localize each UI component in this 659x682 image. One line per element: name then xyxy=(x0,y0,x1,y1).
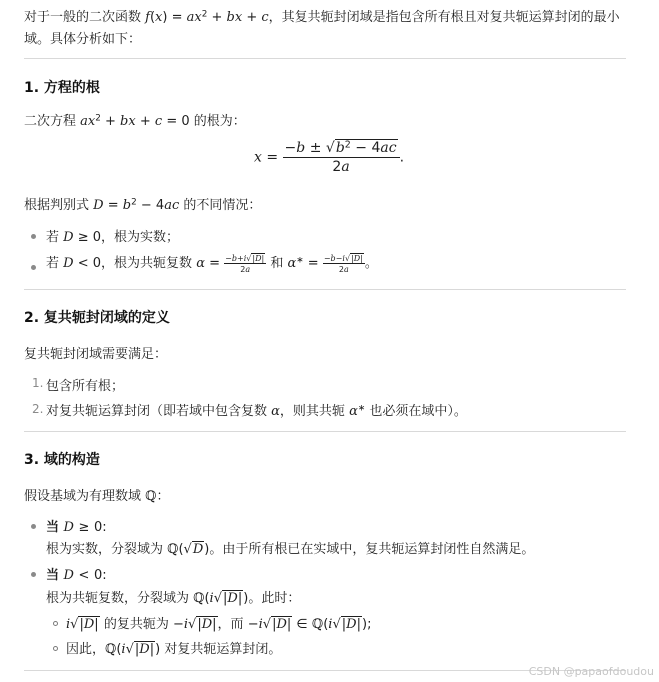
base-field-intro: 假设基域为有理数域 ℚ： xyxy=(24,489,170,504)
case-d-negative-label: 当 D < 0: xyxy=(46,568,107,583)
conjugate-statement: i√|D| 的复共轭为 −i√|D|，而 −i√|D| ∈ ℚ(i√|D|); xyxy=(66,617,372,632)
case-d-nonnegative-desc: 根为实数，分裂域为 ℚ(√D)。由于所有根已在实域中，复共轭运算封闭性自然满足。 xyxy=(46,542,535,557)
closure-conclusion: 因此，ℚ(i√|D|) 对复共轭运算封闭。 xyxy=(66,642,282,657)
intro-line-1: 对于一般的二次函数 $f(x) = ax^2$ + bx + c，其复共轭封闭域是指包含所有根且对复共轭运算封闭的最小 xyxy=(24,9,620,25)
list-number: 1. xyxy=(32,376,44,390)
formula-fraction: $\frac{-b \pm √b^2 - 4ac}{2a}$ xyxy=(283,140,400,175)
intro-line-2: 域。具体分析如下： xyxy=(24,32,142,47)
case-real-roots: 若 D ≥ 0，根为实数； xyxy=(46,230,180,245)
definition-intro: 复共轭封闭域需要满足： xyxy=(24,347,168,362)
case-complex-roots: 若 D < 0，根为共轭复数 α = $\frac{-b+i√|D|}{2a}$ 和 α∗ = $\frac{-b-i√|D|}{2a}$ 。 xyxy=(46,253,378,274)
quadratic-formula: x = $\frac{-b \pm √b^2 - 4ac}{2a}$ . xyxy=(254,139,405,175)
sub-bullet-icon xyxy=(53,621,58,626)
discriminant-intro: 根据判别式 $D = b^2 - 4ac$ 的不同情况： xyxy=(24,197,262,213)
section-heading-construction: 3. 域的构造 xyxy=(24,452,100,468)
section-heading-roots: 1. 方程的根 xyxy=(24,80,100,96)
sub-bullet-icon xyxy=(53,646,58,651)
section-heading-definition: 2. 复共轭封闭域的定义 xyxy=(24,310,170,326)
bullet-icon xyxy=(31,524,36,529)
case-d-negative-desc: 根为共轭复数，分裂域为 ℚ(i√|D|)。此时： xyxy=(46,591,301,606)
divider xyxy=(24,289,626,290)
case-d-nonnegative-label: 当 D ≥ 0: xyxy=(46,520,107,535)
condition-contains-roots: 包含所有根； xyxy=(46,379,125,394)
math-f-of-x: f xyxy=(145,10,150,25)
bullet-icon xyxy=(31,265,36,270)
divider xyxy=(24,58,626,59)
divider xyxy=(24,431,626,432)
bullet-icon xyxy=(31,572,36,577)
list-number: 2. xyxy=(32,402,44,416)
bullet-icon xyxy=(31,234,36,239)
roots-intro: 二次方程 $ax^2$ + bx + c = 0 的根为： xyxy=(24,113,246,129)
condition-conjugate-closed: 对复共轭运算封闭（即若域中包含复数 α，则其共轭 α∗ 也必须在域中）。 xyxy=(46,403,467,419)
watermark: CSDN @papaofdoudou xyxy=(528,665,654,678)
